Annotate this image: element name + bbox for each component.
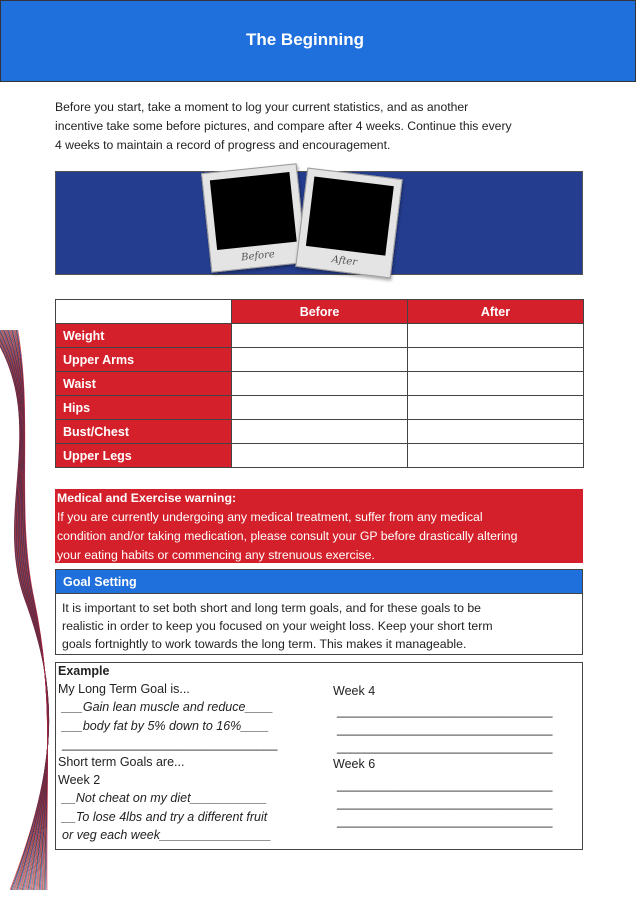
week2-line-2[interactable]: __To lose 4lbs and try a different fruit (62, 810, 268, 824)
upper-legs-after-cell[interactable] (408, 444, 584, 468)
before-photo-caption: Before (240, 249, 276, 264)
wave-line (3, 330, 49, 890)
table-row (56, 396, 584, 420)
upper-arms-before-cell[interactable] (232, 348, 408, 372)
column-header-after: After (408, 300, 584, 324)
warning-line-1: If you are currently undergoing any medical treatment, suffer from any medical (57, 510, 483, 524)
long-term-line-1[interactable]: ___Gain lean muscle and reduce____ (62, 700, 274, 714)
warning-line-2: condition and/or taking medication, please consult your GP before drastically altering (57, 529, 518, 543)
goal-line-1: It is important to set both short and long term goals, and for these goals to be (62, 601, 482, 615)
week6-label: Week 6 (333, 757, 376, 771)
before-photo-frame[interactable] (201, 163, 307, 272)
week4-line-3[interactable]: _______________________________ (337, 740, 553, 754)
row-label-waist: Waist (56, 372, 232, 396)
warning-title: Medical and Exercise warning: (57, 491, 237, 505)
example-title: Example (58, 664, 110, 678)
bust-chest-before-cell[interactable] (232, 420, 408, 444)
weight-after-cell[interactable] (408, 324, 584, 348)
week2-label: Week 2 (58, 773, 101, 787)
after-photo-caption: After (330, 254, 358, 269)
example-box (55, 662, 583, 850)
week6-line-3[interactable]: _______________________________ (337, 814, 553, 828)
goal-line-3: goals fortnightly to work towards the long term. This makes it manageable. (62, 637, 467, 651)
long-term-line-2[interactable]: ___body fat by 5% down to 16%____ (62, 719, 270, 733)
goal-setting-heading: Goal Setting (55, 569, 583, 594)
row-label-bust-chest: Bust/Chest (56, 420, 232, 444)
week6-line-2[interactable]: _______________________________ (337, 796, 553, 810)
bust-chest-after-cell[interactable] (408, 420, 584, 444)
table-row (56, 444, 584, 468)
table-header-row (56, 300, 584, 324)
measurements-table (55, 299, 584, 468)
after-photo-placeholder (306, 176, 394, 255)
week2-line-1[interactable]: __Not cheat on my diet___________ (62, 791, 268, 805)
column-header-before: Before (232, 300, 408, 324)
intro-line-3: 4 weeks to maintain a record of progress and encouragement. (55, 138, 391, 152)
table-corner-cell (56, 300, 232, 324)
after-photo-frame[interactable] (295, 168, 402, 279)
row-label-hips: Hips (56, 396, 232, 420)
upper-arms-after-cell[interactable] (408, 348, 584, 372)
waist-before-cell[interactable] (232, 372, 408, 396)
row-label-weight: Weight (56, 324, 232, 348)
long-term-label: My Long Term Goal is... (58, 682, 190, 696)
goal-line-2: realistic in order to keep you focused on your weight loss. Keep your short term (62, 619, 493, 633)
table-row (56, 324, 584, 348)
week4-label: Week 4 (333, 684, 376, 698)
week4-line-2[interactable]: _______________________________ (337, 722, 553, 736)
week6-line-1[interactable]: _______________________________ (337, 778, 553, 792)
intro-text (55, 98, 585, 155)
waist-after-cell[interactable] (408, 372, 584, 396)
hips-after-cell[interactable] (408, 396, 584, 420)
row-label-upper-arms: Upper Arms (56, 348, 232, 372)
upper-legs-before-cell[interactable] (232, 444, 408, 468)
short-term-label: Short term Goals are... (58, 755, 185, 769)
table-row (56, 420, 584, 444)
week2-line-3[interactable]: or veg each week________________ (62, 828, 272, 842)
table-row (56, 372, 584, 396)
decorative-wave-lines (0, 330, 60, 890)
table-row (56, 348, 584, 372)
intro-line-1: Before you start, take a moment to log your current statistics, and as another (55, 100, 469, 114)
page-title: The Beginning (245, 30, 365, 49)
weight-before-cell[interactable] (232, 324, 408, 348)
medical-warning-box (55, 489, 583, 563)
intro-line-2: incentive take some before pictures, and compare after 4 weeks. Continue this every (55, 119, 512, 133)
long-term-line-3[interactable]: _______________________________ (62, 737, 278, 751)
warning-line-3: your eating habits or commencing any strenuous exercise. (57, 548, 375, 562)
week4-line-1[interactable]: _______________________________ (337, 704, 553, 718)
row-label-upper-legs: Upper Legs (56, 444, 232, 468)
goal-setting-text (55, 593, 583, 655)
before-photo-placeholder (210, 172, 297, 250)
hips-before-cell[interactable] (232, 396, 408, 420)
